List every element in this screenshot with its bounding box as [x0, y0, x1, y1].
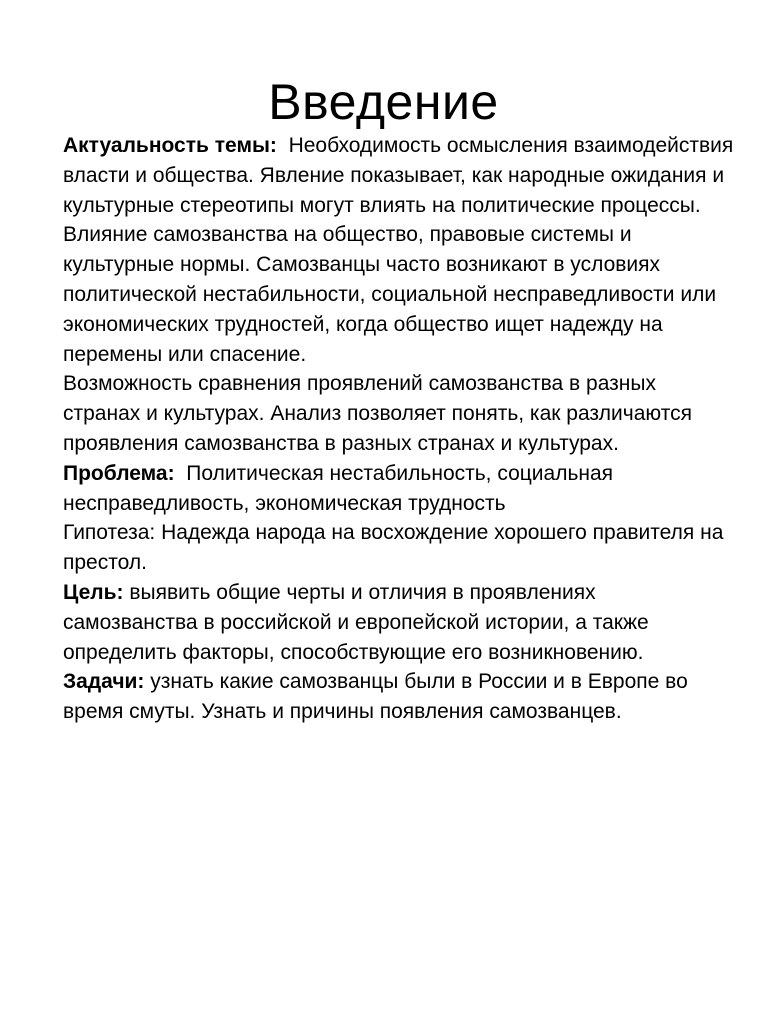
- paragraph-problem-label: Проблема:: [63, 461, 175, 485]
- paragraph-hypothesis-text: Гипотеза: Надежда народа на восхождение хорошего правителя на престол.: [63, 521, 724, 575]
- paragraph-goal: [63, 578, 735, 667]
- paragraph-problem: [63, 459, 735, 519]
- paragraph-relevance: [63, 131, 740, 220]
- paragraph-comparison: [63, 369, 735, 458]
- paragraph-goal-text: выявить общие черты и отличия в проявлениях самозванства в российской и европейской истории, а также определить факторы, способствующие его возникновению.: [63, 580, 655, 664]
- slide-title: Введение: [268, 73, 499, 130]
- paragraph-problem-text: Политическая нестабильность, социальная несправедливость, экономическая трудность: [63, 461, 619, 515]
- paragraph-tasks-text: узнать какие самозванцы были в России и в Европе во время смуты. Узнать и причины появления самозванцев.: [63, 670, 694, 724]
- paragraph-influence-text: Влияние самозванства на общество, правовые системы и культурные нормы. Самозванцы часто возникают в условиях политической нестабильности, социальной несправедливости или экономических трудностей, когда общество ищет надежду на перемены или спасение.: [63, 223, 717, 366]
- paragraph-tasks-label: Задачи:: [63, 670, 145, 694]
- paragraph-hypothesis: [63, 518, 735, 578]
- paragraph-goal-label: Цель:: [63, 580, 124, 604]
- paragraph-tasks: [63, 667, 735, 727]
- paragraph-relevance-label: Актуальность темы:: [63, 134, 277, 157]
- slide-body: [63, 131, 740, 727]
- paragraph-comparison-text: Возможность сравнения проявлений самозванства в разных странах и культурах. Анализ позволяет понять, как различаются проявления самозванства в разных странах и культурах.: [63, 372, 692, 455]
- paragraph-relevance-text: Необходимость осмысления взаимодействия власти и общества. Явление показывает, как народные ожидания и культурные стереотипы могут влиять на политические процессы.: [63, 134, 740, 217]
- paragraph-influence: [63, 220, 735, 369]
